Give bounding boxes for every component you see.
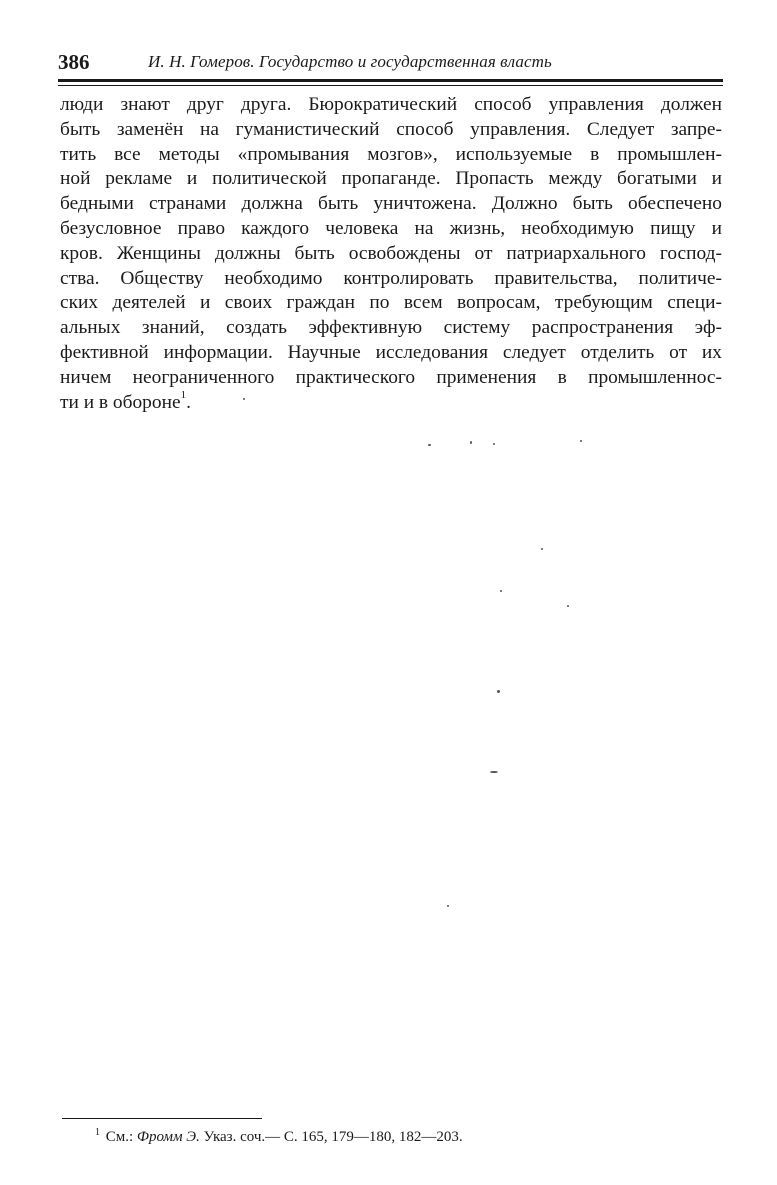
last-line-text: ти и в обороне [60, 391, 181, 413]
footnote [95, 1129, 463, 1146]
header-rule-thin [58, 85, 723, 86]
body-text [60, 93, 722, 415]
footnote-mark: 1 [95, 1127, 100, 1138]
text-line: ной рекламе и политической пропаганде. Пропасть между богатыми и [60, 168, 722, 190]
text-line: ничем неограниченного практического применения в промышленнос- [60, 366, 722, 388]
text-line: быть заменён на гуманистический способ управления. Следует запре- [60, 118, 722, 140]
footnote-rule [62, 1118, 262, 1119]
footnote-author: Фромм Э. [136, 1129, 200, 1145]
page-number: 386 [58, 50, 90, 74]
running-title: И. Н. Гомеров. Государство и государственная власть [148, 52, 552, 71]
text-line: альных знаний, создать эффективную систему распространения эф- [60, 317, 722, 339]
scan-speck [490, 771, 498, 773]
text-line: кров. Женщины должны быть освобождены от патриархального господ- [60, 242, 722, 264]
scan-speck [470, 441, 472, 444]
scan-speck [243, 398, 245, 400]
text-line: люди знают друг друга. Бюрократический способ управления должен [60, 94, 722, 115]
scan-speck [541, 548, 543, 550]
text-line: ских деятелей и своих граждан по всем вопросам, требующим специ- [60, 292, 722, 314]
scan-speck [497, 690, 500, 693]
scan-speck [493, 443, 495, 445]
footnote-reference-text: Указ. соч.— С. 165, 179—180, 182—203. [203, 1129, 463, 1145]
header-rule-thick [58, 79, 723, 82]
last-line-end: . [186, 391, 191, 413]
scan-speck [500, 590, 502, 592]
footnote-reference[interactable]: 1 [180, 389, 187, 402]
text-line: тить все методы «промывания мозгов», используемые в промышлен- [60, 143, 722, 165]
text-line: безусловное право каждого человека на жизнь, необходимую пищу и [60, 217, 722, 239]
scan-speck [428, 444, 431, 446]
footnote-prefix: См.: [105, 1129, 134, 1145]
text-line: ства. Обществу необходимо контролировать правительства, политиче- [60, 267, 722, 289]
text-line-last [60, 391, 722, 416]
scan-speck [580, 440, 582, 442]
scan-speck [447, 905, 449, 907]
text-line: бедными странами должна быть уничтожена. Должно быть обеспечено [60, 193, 722, 215]
text-line: фективной информации. Научные исследования следует отделить от их [60, 341, 722, 363]
scan-speck [567, 605, 569, 607]
running-head [58, 50, 723, 78]
